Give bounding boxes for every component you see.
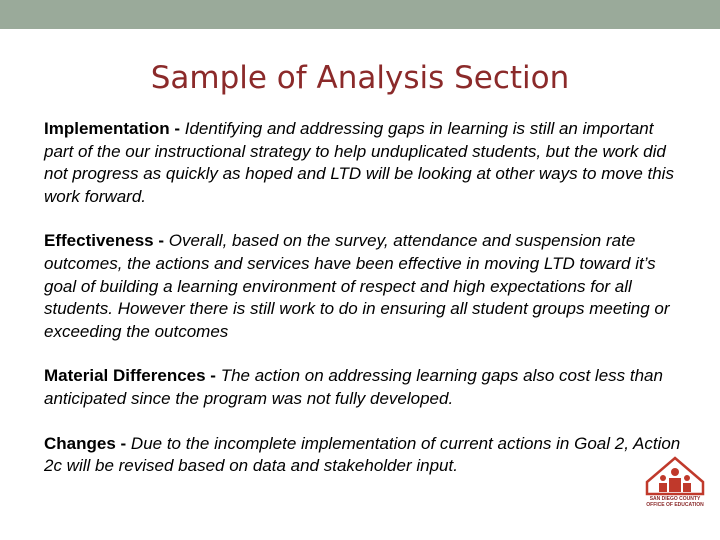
section-text: Overall, based on the survey, attendance and suspension rate outcomes, the actions and services have been effective in moving LTD toward it’s goal of building a learning environment of respect and high expectations for all students. However there is still work to do in ensuring all student groups meeting or exceeding the outcomes	[44, 231, 670, 341]
section-text: Due to the incomplete implementation of current actions in Goal 2, Action 2c will be revised based on data and stakeholder input.	[44, 433, 681, 476]
section-heading: Changes -	[44, 433, 127, 453]
section-text: Identifying and addressing gaps in learning is still an important part of the our instructional strategy to help unduplicated students, but the work did not progress as quickly as hoped and LTD will be looking at other ways to move this work forward.	[44, 119, 674, 206]
slide-title: Sample of Analysis Section	[150, 60, 570, 96]
section-material-differences	[44, 365, 684, 410]
family-logo-icon	[641, 456, 709, 520]
logo-line-1: SAN DIEGO COUNTY	[649, 496, 701, 502]
section-heading: Material Differences -	[44, 366, 216, 386]
logo-caption	[641, 496, 709, 508]
section-text: The action on addressing learning gaps also cost less than anticipated since the program was not fully developed.	[44, 366, 663, 408]
section-implementation	[44, 118, 684, 208]
analysis-content	[44, 118, 684, 500]
section-effectiveness	[44, 230, 684, 343]
top-bar	[0, 0, 720, 29]
section-changes	[44, 433, 684, 478]
section-heading: Effectiveness -	[44, 231, 164, 251]
logo-line-2: OFFICE OF EDUCATION	[646, 502, 704, 508]
section-heading: Implementation -	[44, 119, 181, 138]
